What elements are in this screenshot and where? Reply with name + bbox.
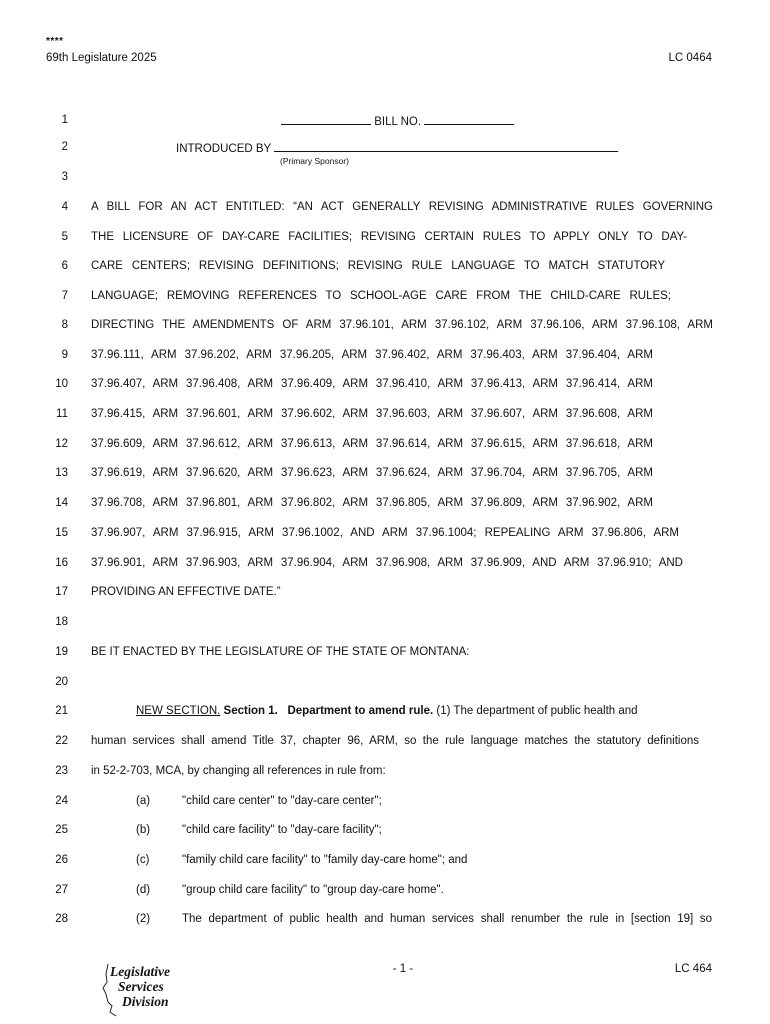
title-text: 37.96.111, ARM 37.96.202, ARM 37.96.205, ARM 37.96.402, ARM 37.96.403, ARM 37.96.404, ARM [91, 349, 653, 361]
title-text: 37.96.708, ARM 37.96.801, ARM 37.96.802, ARM 37.96.805, ARM 37.96.809, ARM 37.96.902, ARM [91, 497, 653, 509]
title-text: PROVIDING AN EFFECTIVE DATE.” [91, 586, 281, 598]
line-number: 19 [55, 646, 68, 658]
line-number: 1 [61, 114, 68, 126]
line-number: 20 [55, 676, 68, 688]
title-text: 37.96.901, ARM 37.96.903, ARM 37.96.904, ARM 37.96.908, ARM 37.96.909, AND ARM 37.96.910; AND [91, 557, 683, 569]
line-number: 3 [61, 171, 68, 183]
line-6 [0, 260, 770, 278]
line-number: 12 [55, 438, 68, 450]
lc-number: LC 0464 [668, 52, 712, 64]
title-text: LANGUAGE; REMOVING REFERENCES TO SCHOOL-AGE CARE FROM THE CHILD-CARE RULES; [91, 290, 671, 302]
line-12 [0, 438, 770, 456]
line-25 [0, 824, 770, 842]
list-item-text: The department of public health and human services shall renumber the rule in [section 19] so [182, 913, 712, 925]
line-23 [0, 765, 770, 783]
line-2 [0, 141, 770, 159]
line-number: 26 [55, 854, 68, 866]
logo-line-1: Legislative [110, 964, 170, 979]
title-text: 37.96.415, ARM 37.96.601, ARM 37.96.602, ARM 37.96.603, ARM 37.96.607, ARM 37.96.608, ARM [91, 408, 653, 420]
list-item-text: "child care center" to "day-care center"; [182, 795, 382, 807]
title-text: THE LICENSURE OF DAY-CARE FACILITIES; REVISING CERTAIN RULES TO APPLY ONLY TO DAY- [91, 231, 687, 243]
line-13 [0, 467, 770, 485]
section-body: (1) The department of public health and [436, 705, 638, 717]
title-text: 37.96.907, ARM 37.96.915, ARM 37.96.1002, AND ARM 37.96.1004; REPEALING ARM 37.96.806, ARM [91, 527, 679, 539]
line-number: 9 [61, 349, 68, 361]
line-number: 14 [55, 497, 68, 509]
line-18 [0, 616, 770, 634]
line-number: 15 [55, 527, 68, 539]
title-text: CARE CENTERS; REVISING DEFINITIONS; REVISING RULE LANGUAGE TO MATCH STATUTORY [91, 260, 665, 272]
sponsor-blank [274, 141, 618, 152]
line-number: 5 [61, 231, 68, 243]
new-section-label: NEW SECTION. [136, 705, 221, 717]
title-text: DIRECTING THE AMENDMENTS OF ARM 37.96.101, ARM 37.96.102, ARM 37.96.106, ARM 37.96.108, ARM [91, 319, 713, 331]
title-text: A BILL FOR AN ACT ENTITLED: “AN ACT GENERALLY REVISING ADMINISTRATIVE RULES GOVERNING [91, 201, 713, 213]
line-24 [0, 795, 770, 813]
logo-line-2: Services [118, 979, 164, 994]
line-number: 17 [55, 586, 68, 598]
list-item-text: "group child care facility" to "group day-care home". [182, 884, 444, 896]
line-number: 23 [55, 765, 68, 777]
line-19 [0, 646, 770, 664]
line-number: 25 [55, 824, 68, 836]
line-number: 28 [55, 913, 68, 925]
section-title: Department to amend rule. [287, 705, 434, 717]
line-20 [0, 676, 770, 694]
title-text: 37.96.609, ARM 37.96.612, ARM 37.96.613, ARM 37.96.614, ARM 37.96.615, ARM 37.96.618, ARM [91, 438, 653, 450]
list-item-label: (c) [136, 854, 150, 866]
line-number: 2 [61, 141, 68, 153]
line-number: 27 [55, 884, 68, 896]
section-body: in 52-2-703, MCA, by changing all references in rule from: [91, 765, 386, 777]
line-7 [0, 290, 770, 308]
line-number: 18 [55, 616, 68, 628]
enacting-clause: BE IT ENACTED BY THE LEGISLATURE OF THE STATE OF MONTANA: [91, 646, 470, 658]
line-number: 11 [56, 408, 68, 420]
line-14 [0, 497, 770, 515]
line-number: 6 [61, 260, 68, 272]
line-11 [0, 408, 770, 426]
line-number: 16 [55, 557, 68, 569]
footer-lc-number: LC 464 [674, 963, 712, 975]
bill-number-line [281, 114, 514, 128]
title-text: 37.96.407, ARM 37.96.408, ARM 37.96.409, ARM 37.96.410, ARM 37.96.413, ARM 37.96.414, ARM [91, 378, 653, 390]
line-3 [0, 171, 770, 189]
title-text: 37.96.619, ARM 37.96.620, ARM 37.96.623, ARM 37.96.624, ARM 37.96.704, ARM 37.96.705, ARM [91, 467, 653, 479]
line-number: 13 [55, 467, 68, 479]
primary-sponsor-caption: (Primary Sponsor) [280, 156, 349, 166]
line-22 [0, 735, 770, 753]
line-number: 8 [61, 319, 68, 331]
line-17 [0, 586, 770, 604]
list-item-label: (2) [136, 913, 151, 925]
line-15 [0, 527, 770, 545]
line-number: 4 [61, 201, 68, 213]
line-16 [0, 557, 770, 575]
introduced-by-line [176, 141, 618, 155]
list-item-label: (b) [136, 824, 151, 836]
list-item-text: "family child care facility" to "family day-care home"; and [182, 854, 468, 866]
header-stars: **** [46, 36, 64, 47]
legislature-session: 69th Legislature 2025 [46, 52, 157, 64]
bill-no-label: BILL NO. [374, 116, 422, 128]
list-item-label: (a) [136, 795, 151, 807]
section-heading [136, 705, 638, 717]
line-number: 24 [55, 795, 68, 807]
list-item-label: (d) [136, 884, 151, 896]
line-8 [0, 319, 770, 337]
bill-number-blank [424, 114, 514, 125]
page-number: - 1 - [392, 963, 414, 975]
line-number: 21 [55, 705, 68, 717]
line-10 [0, 378, 770, 396]
section-number: Section 1. [223, 705, 278, 717]
line-1 [0, 114, 770, 132]
line-21 [0, 705, 770, 723]
line-5 [0, 231, 770, 249]
line-number: 10 [55, 378, 68, 390]
line-9 [0, 349, 770, 367]
line-4 [0, 201, 770, 219]
bill-prefix-blank [281, 114, 371, 125]
line-27 [0, 884, 770, 902]
section-body: human services shall amend Title 37, chapter 96, ARM, so the rule language matches the statutory definitions [91, 735, 699, 747]
line-26 [0, 854, 770, 872]
line-number: 7 [61, 290, 68, 302]
line-28 [0, 913, 770, 931]
logo-line-3: Division [122, 994, 169, 1009]
introduced-by-label: INTRODUCED BY [176, 143, 271, 155]
line-number: 22 [55, 735, 68, 747]
list-item-text: "child care facility" to "day-care facility"; [182, 824, 382, 836]
